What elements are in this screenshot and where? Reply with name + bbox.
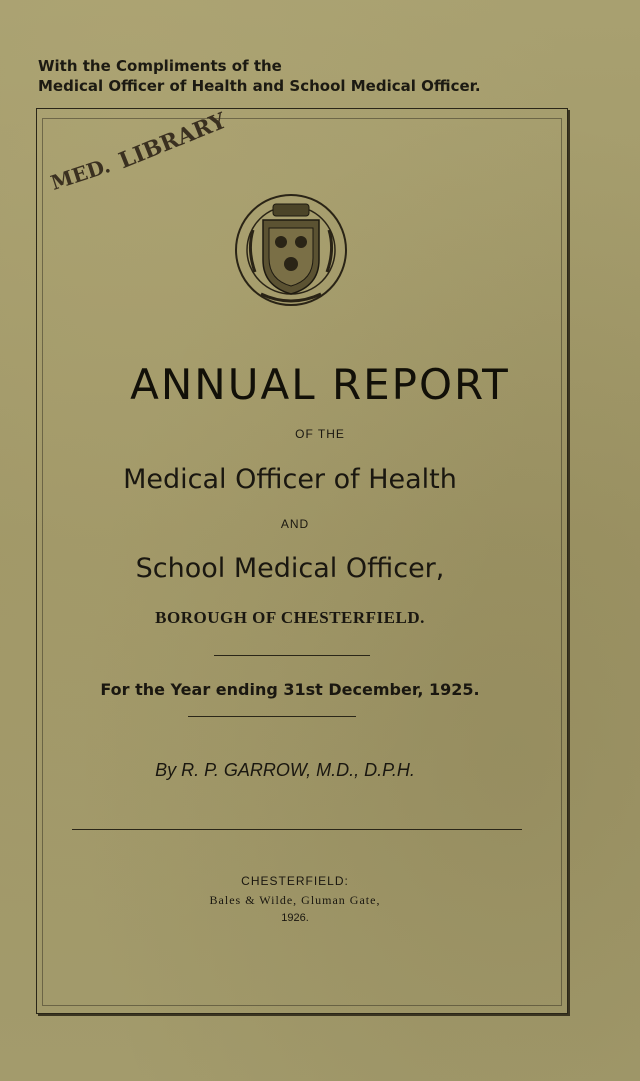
stamp-med-text: MED. bbox=[47, 153, 114, 195]
report-period: For the Year ending 31st December, 1925. bbox=[100, 680, 480, 699]
and-text: AND bbox=[280, 517, 310, 531]
divider-rule-3 bbox=[72, 829, 522, 830]
publication-year: 1926. bbox=[281, 912, 309, 924]
borough-name: BOROUGH OF CHESTERFIELD. bbox=[155, 608, 425, 627]
publisher-name: Bales & Wilde, Gluman Gate, bbox=[209, 893, 381, 907]
office-school-medical-officer: School Medical Officer, bbox=[135, 553, 445, 584]
compliments-line-2: Medical Officer of Health and School Medical Officer. bbox=[38, 77, 481, 95]
report-title: ANNUAL REPORT bbox=[130, 360, 510, 409]
of-the-text: OF THE bbox=[295, 427, 345, 441]
publisher-city: CHESTERFIELD: bbox=[241, 874, 349, 888]
report-author: By R. P. GARROW, M.D., D.P.H. bbox=[155, 760, 415, 780]
stamp-library-text: LIBRARY bbox=[115, 107, 230, 175]
office-medical-officer-of-health: Medical Officer of Health bbox=[123, 464, 457, 495]
compliments-note bbox=[38, 56, 481, 96]
divider-rule-1 bbox=[214, 655, 370, 656]
borough-coat-of-arms-icon bbox=[233, 190, 349, 310]
library-stamp bbox=[46, 107, 246, 198]
compliments-line-1: With the Compliments of the bbox=[38, 57, 282, 75]
divider-rule-2 bbox=[188, 716, 356, 717]
